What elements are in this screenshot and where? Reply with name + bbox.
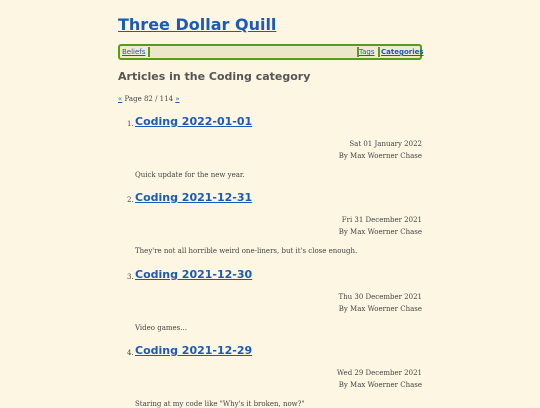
article-summary: Video games... — [135, 324, 187, 332]
article-number: 3. — [127, 273, 134, 281]
nav-link-categories[interactable]: Categories — [381, 48, 424, 56]
nav-link-tags[interactable]: Tags — [359, 48, 375, 56]
article-summary: They're not all horrible weird one-liners, but it's close enough. — [135, 247, 358, 255]
article-author: By Max Woerner Chase — [338, 381, 422, 389]
page-indicator: Page 82 / 114 — [124, 95, 174, 103]
nav-separator — [378, 47, 380, 57]
article-date: Fri 31 December 2021 — [341, 216, 422, 224]
nav-link-beliefs[interactable]: Beliefs — [122, 48, 146, 56]
article-author: By Max Woerner Chase — [338, 305, 422, 313]
article-date: Thu 30 December 2021 — [338, 293, 422, 301]
article-number: 4. — [127, 349, 134, 357]
article-title-link[interactable]: Coding 2021-12-31 — [135, 191, 253, 204]
article-number: 1. — [127, 120, 134, 128]
article-date: Sat 01 January 2022 — [349, 140, 422, 148]
pagination — [118, 95, 180, 103]
next-page-link[interactable]: » — [175, 95, 180, 103]
article-summary: Quick update for the new year. — [135, 171, 245, 179]
article-author: By Max Woerner Chase — [338, 152, 422, 160]
article-title-link[interactable]: Coding 2022-01-01 — [135, 115, 253, 128]
article-summary: Staring at my code like "Why's it broken, now?" — [135, 400, 305, 408]
top-navbar — [118, 44, 422, 60]
article-number: 2. — [127, 196, 134, 204]
article-date: Wed 29 December 2021 — [336, 369, 422, 377]
article-title-link[interactable]: Coding 2021-12-29 — [135, 344, 253, 357]
nav-spacer — [150, 47, 358, 57]
site-title-link[interactable]: Three Dollar Quill — [118, 15, 277, 34]
category-heading: Articles in the Coding category — [118, 70, 311, 83]
prev-page-link[interactable]: « — [118, 95, 123, 103]
article-author: By Max Woerner Chase — [338, 228, 422, 236]
article-title-link[interactable]: Coding 2021-12-30 — [135, 268, 253, 281]
